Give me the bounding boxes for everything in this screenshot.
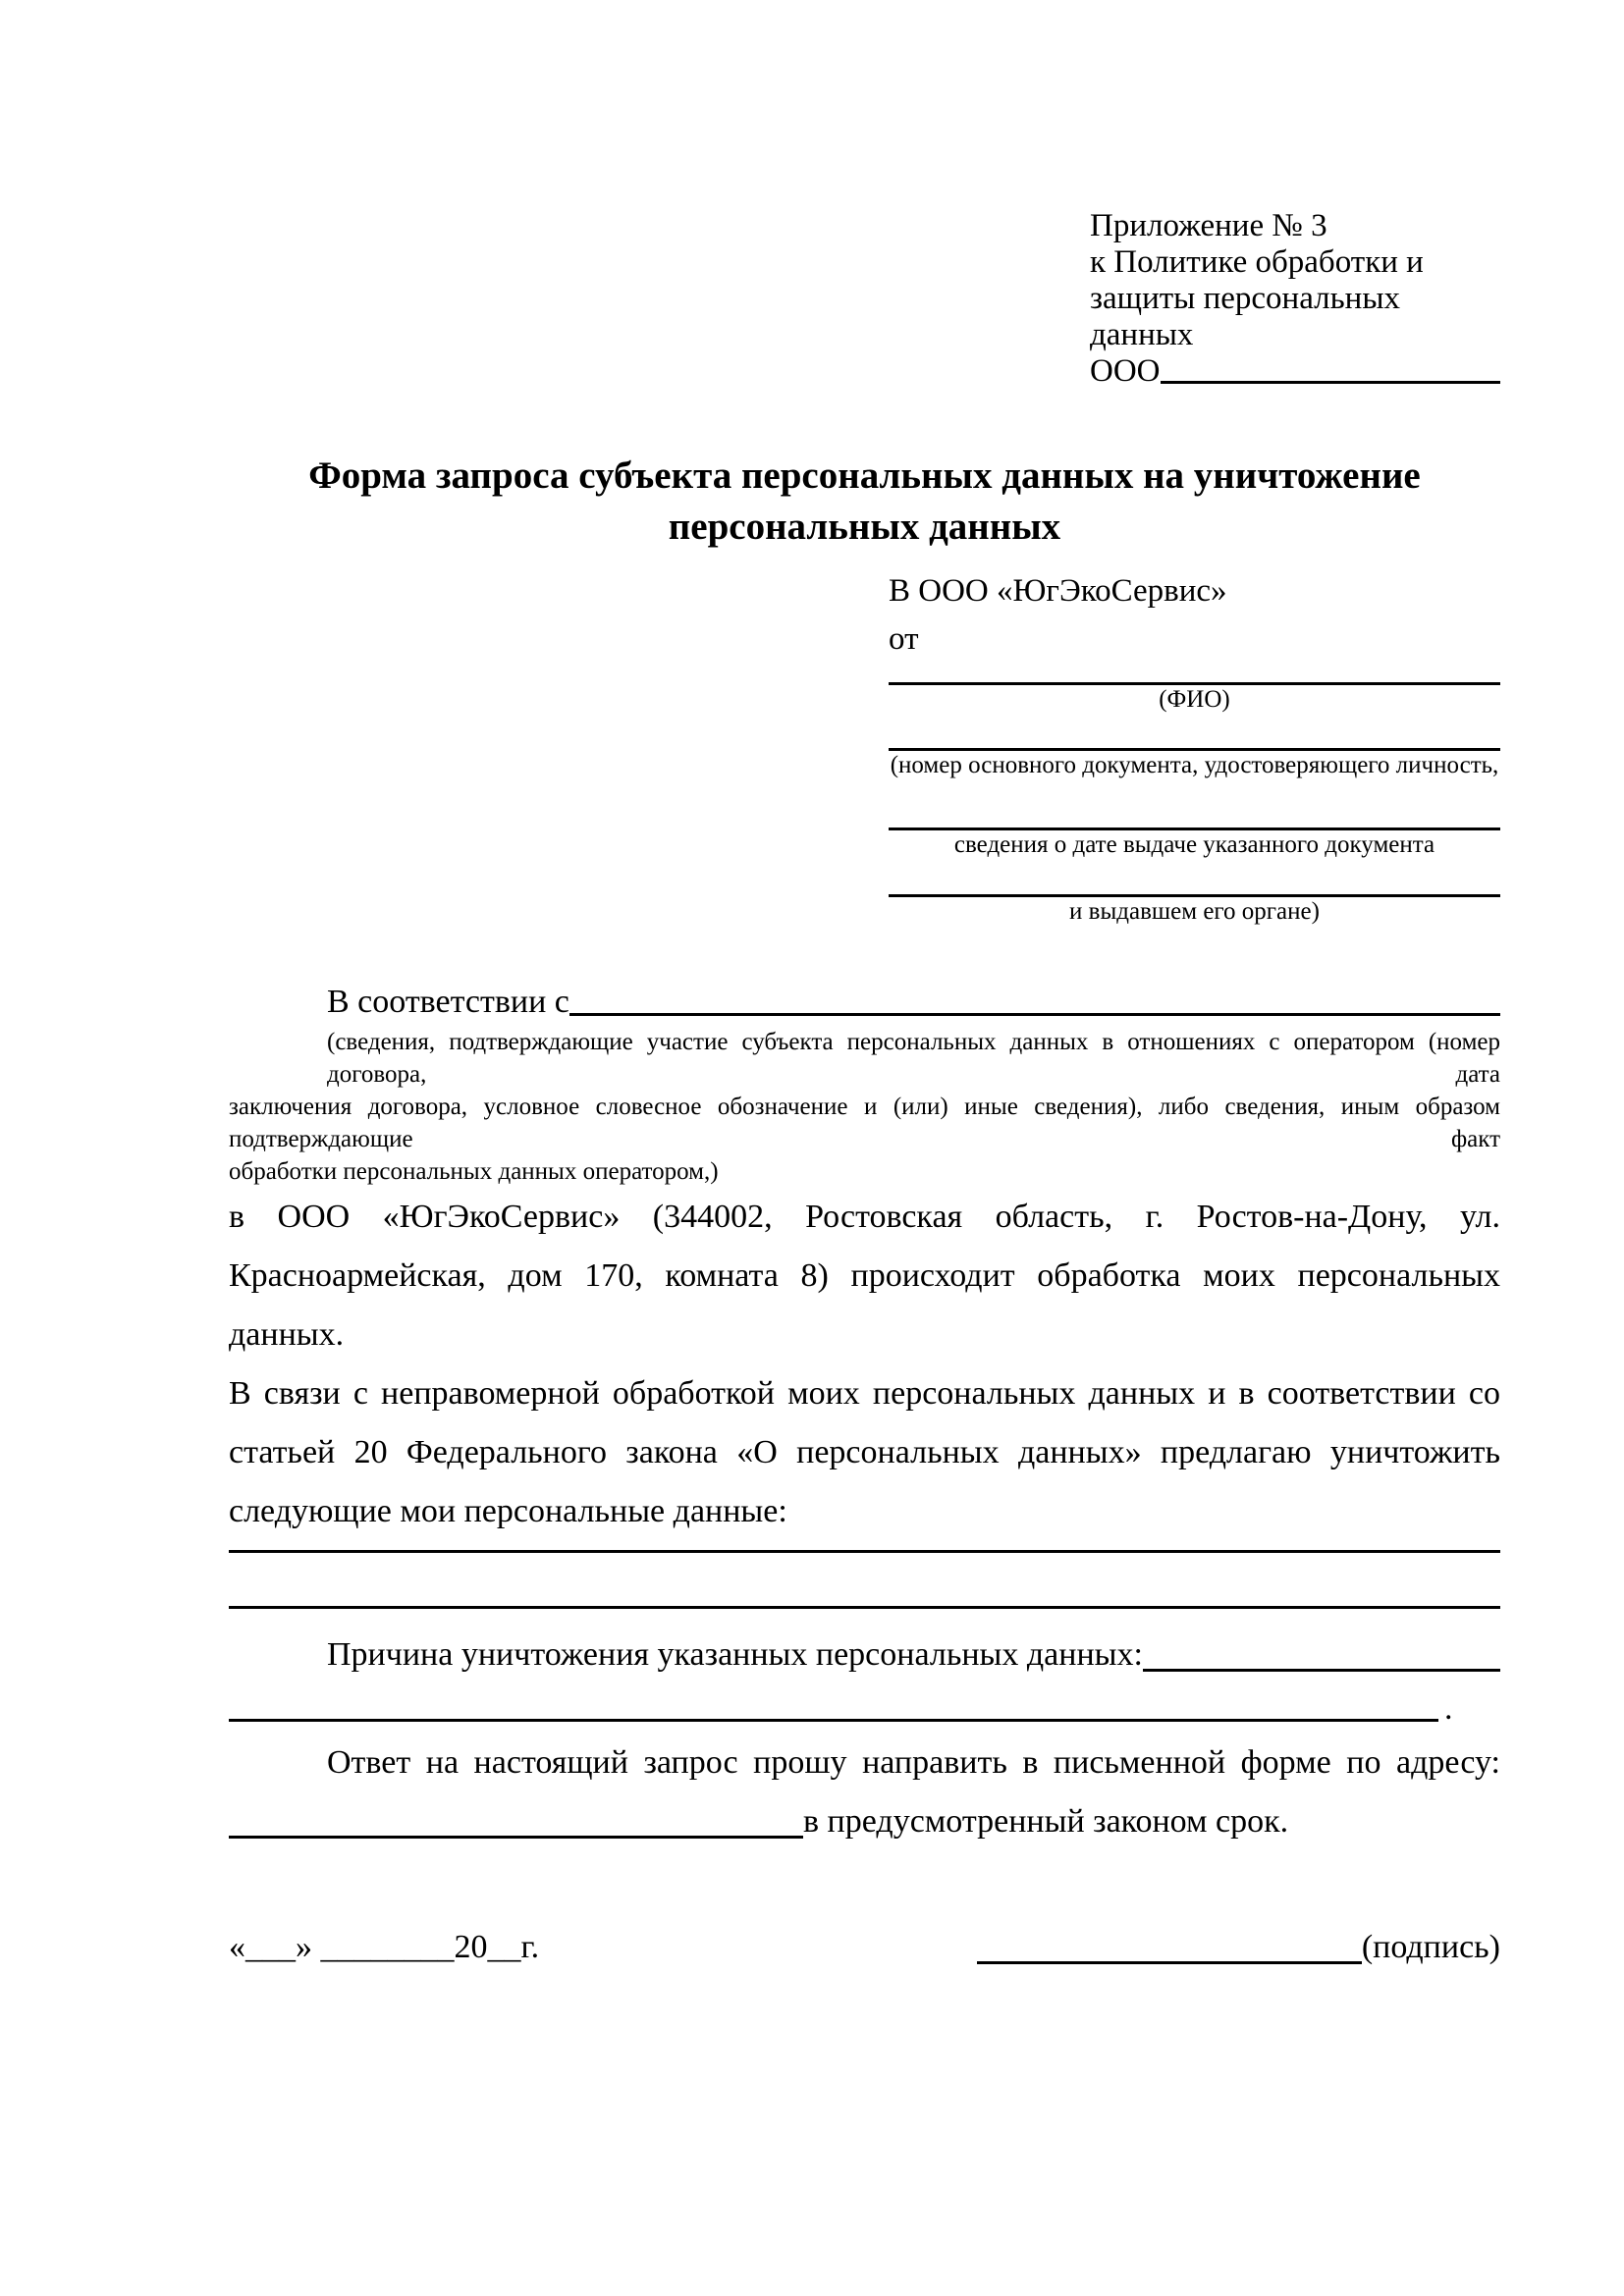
answer-line: Ответ на настоящий запрос прошу направить в письменной форме по адресу: <box>327 1744 1500 1781</box>
appendix-block <box>1090 208 1500 390</box>
signature-blank-line[interactable] <box>977 1961 1362 1964</box>
accordance-blank-line[interactable] <box>569 1013 1500 1016</box>
fineprint-line-3: обработки персональных данных оператором,) <box>229 1158 719 1185</box>
reason-period: . <box>1444 1690 1453 1727</box>
issue-date-caption: сведения о дате выдаче указанного документа <box>953 831 1435 858</box>
fineprint-note <box>229 1026 1500 1188</box>
fineprint-line-1: (сведения, подтверждающие участие субъекта персональных данных в отношениях с оператором (номер договора, дата <box>327 1029 1500 1088</box>
accordance-lead: В соответствии с <box>327 984 569 1020</box>
ooo-label: ООО <box>1090 353 1161 389</box>
form-title-line-2: персональных данных <box>668 506 1061 548</box>
body-line-5: следующие мои персональные данные: <box>229 1493 787 1529</box>
body-line-1: в ООО «ЮгЭкоСервис» (344002, Ростовская область, г. Ростов-на-Дону, ул. <box>229 1199 1500 1235</box>
appendix-ooo-row <box>1090 353 1500 390</box>
appendix-line-2: к Политике обработки и <box>1090 244 1424 280</box>
personal-data-blank-line-1[interactable] <box>229 1541 1500 1553</box>
body-line-2: Красноармейская, дом 170, комната 8) происходит обработка моих персональных данных. <box>229 1257 1500 1353</box>
fio-caption: (ФИО) <box>1159 686 1230 713</box>
signature-group <box>977 1918 1500 1977</box>
form-title-line-1: Форма запроса субъекта персональных данных на уничтожение <box>308 454 1421 497</box>
fineprint-line-2: заключения договора, условное словесное обозначение и (или) иные сведения), либо сведения, иным образом подтверждающие факт <box>229 1094 1500 1152</box>
reason-continuation-blank-line[interactable] <box>229 1719 1438 1722</box>
issue-authority-blank-line[interactable] <box>889 865 1500 897</box>
recipient-company: В ООО «ЮгЭкоСервис» <box>889 573 1227 609</box>
answer-address-row <box>229 1792 1500 1851</box>
issue-date-blank-line[interactable] <box>889 798 1500 830</box>
answer-tail: в предусмотренный законом срок. <box>803 1803 1289 1840</box>
appendix-line-1: Приложение № 3 <box>1090 208 1327 243</box>
reason-label: Причина уничтожения указанных персональных данных: <box>327 1636 1143 1673</box>
body-line-3: В связи с неправомерной обработкой моих персональных данных и в соответствии со <box>229 1375 1500 1412</box>
ooo-blank-line[interactable] <box>1161 381 1501 384</box>
fio-blank-line[interactable] <box>889 660 1500 685</box>
reason-row <box>229 1626 1500 1684</box>
accordance-row <box>229 979 1500 1026</box>
document-number-caption: (номер основного документа, удостоверяющего личность, <box>890 752 1499 778</box>
recipient-block <box>889 563 1500 927</box>
body-line-4: статьей 20 Федерального закона «О персональных данных» предлагаю уничтожить <box>229 1434 1500 1470</box>
date-field[interactable]: «___» ________20__г. <box>229 1929 540 1965</box>
signature-caption: (подпись) <box>1361 1929 1500 1965</box>
reason-blank-line[interactable] <box>1143 1669 1500 1672</box>
date-signature-row <box>229 1918 1500 1977</box>
form-title <box>229 451 1500 553</box>
issue-authority-caption: и выдавшем его органе) <box>1069 898 1320 925</box>
reason-continuation-row <box>229 1684 1500 1734</box>
document-number-blank-line[interactable] <box>889 719 1500 751</box>
address-blank-line[interactable] <box>229 1836 803 1839</box>
recipient-from-label: от <box>889 621 919 657</box>
body-paragraph <box>229 1188 1500 1541</box>
appendix-line-3: защиты персональных данных <box>1090 281 1400 352</box>
personal-data-blank-line-2[interactable] <box>229 1553 1500 1609</box>
